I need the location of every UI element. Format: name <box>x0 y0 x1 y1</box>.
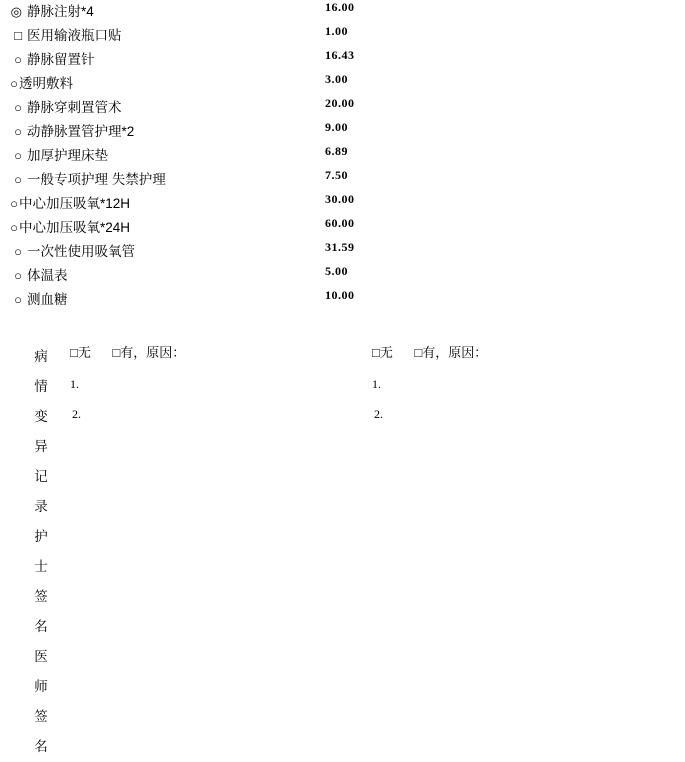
table-row <box>0 72 685 96</box>
vertical-char: 录 <box>34 499 48 514</box>
table-row <box>0 0 685 24</box>
vertical-char: 名 <box>34 619 48 634</box>
item-marker-icon[interactable]: ○ <box>14 172 22 187</box>
variance-line-2-left[interactable]: 2. <box>72 407 81 421</box>
table-row <box>0 240 685 264</box>
item-label: 静脉穿刺置管术 <box>27 100 122 115</box>
item-price: 60.00 <box>325 216 355 230</box>
item-price: 9.00 <box>325 120 348 134</box>
item-label: 中心加压吸氧*24H <box>19 220 131 235</box>
item-price: 1.00 <box>325 24 348 38</box>
variance-no-checkbox-left[interactable]: □无 <box>70 345 91 360</box>
item-marker-icon[interactable]: ○ <box>14 292 22 307</box>
variance-column-left <box>70 342 330 426</box>
item-price: 5.00 <box>325 264 348 278</box>
item-label: 动静脉置管护理*2 <box>27 124 135 139</box>
table-row <box>0 288 685 312</box>
vertical-char: 名 <box>34 739 48 754</box>
item-label: 医用输液瓶口贴 <box>27 28 122 43</box>
item-price: 7.50 <box>325 168 348 182</box>
variance-yes-checkbox-right[interactable]: □有，原因： <box>414 345 488 360</box>
item-label: 一次性使用吸氧管 <box>27 244 135 259</box>
item-label: 中心加压吸氧*12H <box>19 196 131 211</box>
item-marker-icon[interactable]: ○ <box>14 244 22 259</box>
item-label: 测血糖 <box>27 292 68 307</box>
variance-options-right <box>372 342 632 364</box>
vertical-char: 医 <box>34 649 48 664</box>
vertical-char: 记 <box>34 469 48 484</box>
vertical-char: 签 <box>34 709 48 724</box>
item-label: 静脉留置针 <box>27 52 95 67</box>
vertical-char: 护 <box>34 529 48 544</box>
item-label: 静脉注射*4 <box>27 4 94 19</box>
table-row <box>0 144 685 168</box>
item-price: 16.00 <box>325 0 355 14</box>
item-label: 透明敷料 <box>19 76 73 91</box>
variance-yes-checkbox-left[interactable]: □有，原因： <box>112 345 186 360</box>
charge-item-list <box>0 0 685 312</box>
item-price: 3.00 <box>325 72 348 86</box>
vertical-char: 士 <box>34 559 48 574</box>
variance-record-section <box>0 330 685 754</box>
item-marker-icon[interactable]: ◎ <box>10 4 22 19</box>
item-price: 31.59 <box>325 240 355 254</box>
variance-line-1-right[interactable]: 1. <box>372 377 381 391</box>
variance-line-1-left[interactable]: 1. <box>70 377 79 391</box>
item-marker-icon[interactable]: ○ <box>14 148 22 163</box>
table-row <box>0 216 685 240</box>
item-marker-icon[interactable]: ○ <box>14 268 22 283</box>
item-price: 20.00 <box>325 96 355 110</box>
item-marker-icon[interactable]: ○ <box>14 100 22 115</box>
vertical-char: 变 <box>34 409 48 424</box>
table-row <box>0 120 685 144</box>
item-marker-icon[interactable]: ○ <box>10 196 18 211</box>
item-price: 6.89 <box>325 144 348 158</box>
table-row <box>0 264 685 288</box>
item-label: 加厚护理床垫 <box>27 148 108 163</box>
table-row <box>0 192 685 216</box>
item-label: 一般专项护理 失禁护理 <box>27 172 166 187</box>
table-row <box>0 96 685 120</box>
item-label: 体温表 <box>27 268 68 283</box>
vertical-char: 签 <box>34 589 48 604</box>
table-row <box>0 24 685 48</box>
vertical-char: 情 <box>34 379 48 394</box>
item-marker-icon[interactable]: □ <box>14 28 22 43</box>
item-price: 30.00 <box>325 192 355 206</box>
vertical-char: 异 <box>34 439 48 454</box>
table-row <box>0 168 685 192</box>
vertical-char: 病 <box>34 349 48 364</box>
item-price: 16.43 <box>325 48 355 62</box>
table-row <box>0 48 685 72</box>
variance-line-2-right[interactable]: 2. <box>374 407 383 421</box>
variance-column-right <box>372 342 632 426</box>
item-marker-icon[interactable]: ○ <box>10 76 18 91</box>
item-price: 10.00 <box>325 288 355 302</box>
variance-options-left <box>70 342 330 364</box>
variance-record-vertical-label <box>30 342 52 762</box>
item-marker-icon[interactable]: ○ <box>14 52 22 67</box>
item-marker-icon[interactable]: ○ <box>10 220 18 235</box>
vertical-char: 师 <box>34 679 48 694</box>
item-marker-icon[interactable]: ○ <box>14 124 22 139</box>
variance-no-checkbox-right[interactable]: □无 <box>372 345 393 360</box>
